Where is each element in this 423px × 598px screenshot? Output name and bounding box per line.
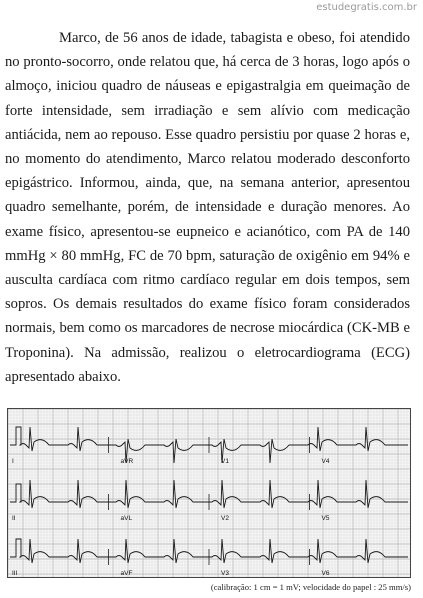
ecg-figure <box>7 408 411 578</box>
ecg-lead-label: aVF <box>120 570 133 577</box>
ecg-tracing <box>8 409 410 577</box>
ecg-lead-label: aVR <box>120 458 134 465</box>
case-paragraph: Marco, de 56 anos de idade, tabagista e obeso, foi atendido no pronto-socorro, onde relatou que, há cerca de 3 horas, logo após o almoço, iniciou quadro de náuseas e epigastralgia em queimação de forte intensidade, sem irradiação e sem alívio com medicação antiácida, nem ao repouso. Esse quadro persistiu por quase 2 horas e, no momento do atendimento, Marco relatou moderado desconforto epigástrico. Informou, ainda, que, na semana anterior, apresentou quadro semelhante, porém, de intensidade e duração menores. Ao exame físico, apresentou-se eupneico e acianótico, com PA de 140 mmHg × 80 mmHg, FC de 70 bpm, saturação de oxigênio em 94% e ausculta cardíaca com ritmo cardíaco regular em dois tempos, sem sopros. Os demais resultados do exame físico foram considerados normais, bem como os marcadores de necrose miocárdica (CK-MB e Troponina). Na admissão, realizou o eletrocardiograma (ECG) apresentado abaixo. <box>5 30 410 385</box>
ecg-lead-label: V5 <box>321 515 330 522</box>
ecg-lead-label: I <box>12 458 14 465</box>
ecg-lead-label: III <box>12 570 18 577</box>
ecg-lead-label: V2 <box>221 515 229 522</box>
ecg-lead-label: V1 <box>221 458 229 465</box>
ecg-lead-label: V6 <box>321 570 330 577</box>
ecg-lead-label: V4 <box>321 458 330 465</box>
watermark: estudegratis.com.br <box>316 2 417 13</box>
ecg-lead-label: aVL <box>120 515 133 522</box>
ecg-caption: (calibração: 1 cm = 1 mV; velocidade do papel : 25 mm/s) <box>210 582 411 592</box>
ecg-lead-label: II <box>12 515 16 522</box>
ecg-lead-label: V3 <box>221 570 229 577</box>
